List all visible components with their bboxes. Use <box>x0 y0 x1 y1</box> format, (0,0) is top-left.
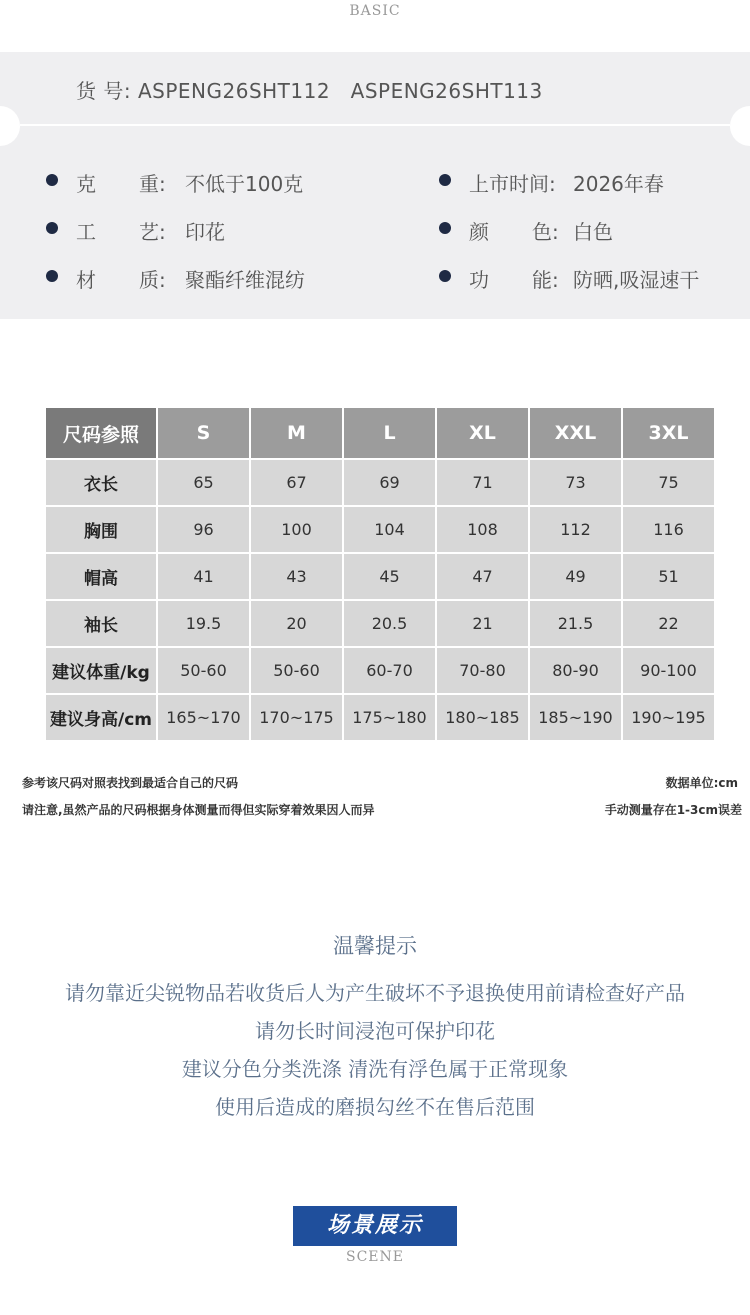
attr-label: 艺: <box>139 220 166 244</box>
table-cell: 43 <box>251 554 342 599</box>
table-cell: 116 <box>623 507 714 552</box>
row-label: 建议身高/cm <box>46 695 156 740</box>
table-cell: 71 <box>437 460 528 505</box>
section-label-scene: SCENE <box>346 1249 404 1265</box>
attr-label: 重: <box>139 172 166 196</box>
scene-section-badge: 场景展示 <box>293 1206 457 1246</box>
row-label: 衣长 <box>46 460 156 505</box>
attr-label: 颜 <box>469 220 489 244</box>
table-cell: 190~195 <box>623 695 714 740</box>
size-chart-table <box>44 406 716 742</box>
item-number-label: 货 号: <box>76 79 132 103</box>
note-measurement-error: 手动测量存在1-3cm误差 <box>604 803 742 817</box>
table-cell: 104 <box>344 507 435 552</box>
row-label: 帽高 <box>46 554 156 599</box>
attr-value: 白色 <box>573 220 613 244</box>
table-cell: 49 <box>530 554 621 599</box>
table-cell: 165~170 <box>158 695 249 740</box>
note-data-unit: 数据单位:cm <box>665 776 738 790</box>
table-cell: 108 <box>437 507 528 552</box>
table-cell: 60-70 <box>344 648 435 693</box>
bullet-icon <box>46 222 58 234</box>
attr-value: 2026年春 <box>573 172 664 196</box>
table-cell: 65 <box>158 460 249 505</box>
table-cell: 50-60 <box>251 648 342 693</box>
table-cell: 51 <box>623 554 714 599</box>
table-row <box>46 507 714 552</box>
table-cell: 67 <box>251 460 342 505</box>
attr-label: 功 <box>469 268 489 292</box>
table-cell: 75 <box>623 460 714 505</box>
table-cell: 175~180 <box>344 695 435 740</box>
table-cell: 45 <box>344 554 435 599</box>
attr-label: 材 <box>76 268 96 292</box>
size-header-cell: XL <box>437 408 528 458</box>
table-row <box>46 460 714 505</box>
table-row <box>46 554 714 599</box>
attr-value: 聚酯纤维混纺 <box>185 268 305 292</box>
table-cell: 50-60 <box>158 648 249 693</box>
table-cell: 100 <box>251 507 342 552</box>
table-cell: 80-90 <box>530 648 621 693</box>
table-row <box>46 648 714 693</box>
table-cell: 20.5 <box>344 601 435 646</box>
item-number <box>76 75 543 104</box>
table-cell: 185~190 <box>530 695 621 740</box>
attr-label: 质: <box>139 268 166 292</box>
table-cell: 96 <box>158 507 249 552</box>
size-table-header-label: 尺码参照 <box>46 408 156 458</box>
attr-value: 防晒,吸湿速干 <box>573 268 700 292</box>
table-cell: 112 <box>530 507 621 552</box>
bullet-icon <box>439 222 451 234</box>
care-tips-title: 温馨提示 <box>333 934 417 958</box>
attr-label: 克 <box>76 172 96 196</box>
row-label: 袖长 <box>46 601 156 646</box>
attr-label: 工 <box>76 220 96 244</box>
item-number-value: ASPENG26SHT112 ASPENG26SHT113 <box>137 79 543 103</box>
care-tip-line: 使用后造成的磨损勾丝不在售后范围 <box>215 1095 535 1119</box>
panel-divider <box>20 124 730 126</box>
size-header-cell: M <box>251 408 342 458</box>
row-label: 建议体重/kg <box>46 648 156 693</box>
section-label-basic: BASIC <box>349 3 401 19</box>
bullet-icon <box>439 270 451 282</box>
size-header-cell: XXL <box>530 408 621 458</box>
table-cell: 73 <box>530 460 621 505</box>
table-cell: 47 <box>437 554 528 599</box>
note-fit-disclaimer: 请注意,虽然产品的尺码根据身体测量而得但实际穿着效果因人而异 <box>22 803 375 817</box>
note-size-reference: 参考该尺码对照表找到最适合自己的尺码 <box>22 776 239 790</box>
care-tip-line: 请勿靠近尖锐物品若收货后人为产生破坏不予退换使用前请检查好产品 <box>65 981 685 1005</box>
table-cell: 22 <box>623 601 714 646</box>
table-cell: 170~175 <box>251 695 342 740</box>
bullet-icon <box>46 174 58 186</box>
table-cell: 180~185 <box>437 695 528 740</box>
table-cell: 69 <box>344 460 435 505</box>
size-header-cell: L <box>344 408 435 458</box>
attr-value: 印花 <box>185 220 225 244</box>
care-tip-line: 请勿长时间浸泡可保护印花 <box>255 1019 495 1043</box>
bullet-icon <box>439 174 451 186</box>
table-cell: 21 <box>437 601 528 646</box>
table-cell: 21.5 <box>530 601 621 646</box>
attr-label: 能: <box>532 268 559 292</box>
attr-label: 色: <box>532 220 559 244</box>
table-row <box>46 695 714 740</box>
attr-label: 上市时间: <box>469 172 556 196</box>
size-table-header-row <box>46 408 714 458</box>
table-cell: 41 <box>158 554 249 599</box>
table-cell: 20 <box>251 601 342 646</box>
size-header-cell: 3XL <box>623 408 714 458</box>
size-header-cell: S <box>158 408 249 458</box>
care-tip-line: 建议分色分类洗涤 清洗有浮色属于正常现象 <box>181 1057 569 1081</box>
row-label: 胸围 <box>46 507 156 552</box>
table-cell: 19.5 <box>158 601 249 646</box>
bullet-icon <box>46 270 58 282</box>
care-tips <box>0 930 750 1126</box>
table-cell: 90-100 <box>623 648 714 693</box>
attr-value: 不低于100克 <box>185 172 304 196</box>
table-row <box>46 601 714 646</box>
table-cell: 70-80 <box>437 648 528 693</box>
